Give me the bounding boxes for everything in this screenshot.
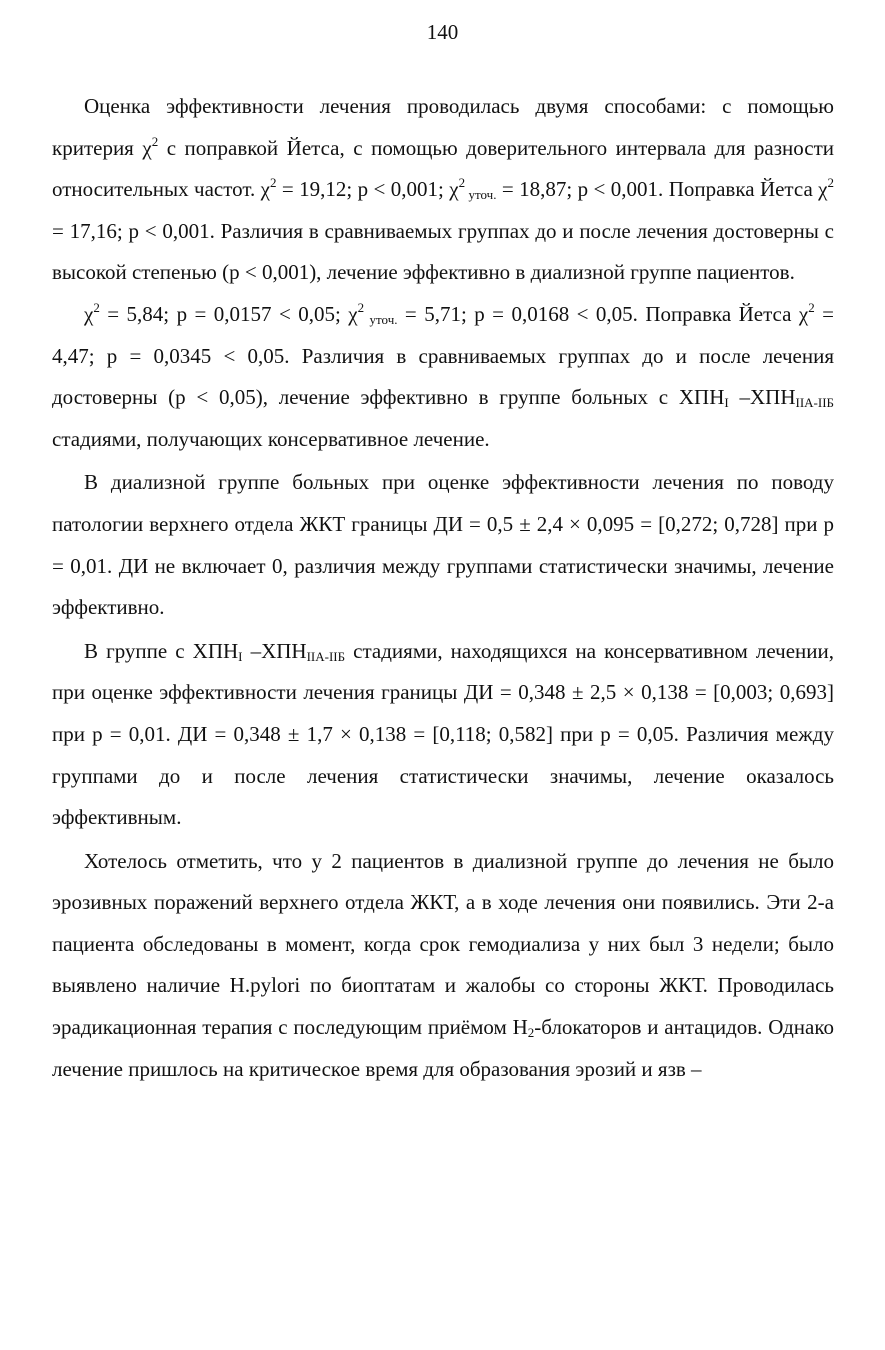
text: стадиями, получающих консервативное лечение. — [52, 426, 490, 451]
subscript: I — [238, 648, 243, 664]
chi-symbol: χ — [798, 301, 809, 326]
subscript: IIА-IIБ — [795, 395, 835, 411]
superscript: 2 — [458, 175, 466, 191]
text: стадиями, находящихся на консервативном лечении, при оценке эффективности лечения границы ДИ = 0,348 ± 2,5 × 0,138 = [0,003; 0,693] при p = 0,01. ДИ = 0,348 ± 1,7 × 0,138 = [0,118; 0,582] при p = 0,05. Различия между группами до и после лечения статистически значимы, лечение оказалось эффективным. — [52, 638, 834, 830]
text: –ХПН — [728, 385, 796, 410]
page-number: 140 — [426, 20, 459, 44]
paragraph-conservative-chi — [52, 294, 834, 460]
text: = 5,71; p = 0,0168 < 0,05. Поправка Йетса — [397, 301, 799, 326]
paragraph-treatment-evaluation — [52, 86, 834, 294]
subscript: I — [724, 395, 729, 411]
text: Хотелось отметить, что у 2 пациентов в диализной группе до лечения не было эрозивных поражений верхнего отдела ЖКТ, а в ходе лечения они появились. Эти 2-а пациента обследованы в момент, когда срок гемодиализа у них был 3 недели; было выявлено наличие H.pylori по биоптатам и жалобы со стороны ЖКТ. Проводилась эрадикационная терапия с последующим приёмом H — [52, 848, 834, 1040]
text: –ХПН — [242, 638, 307, 663]
superscript: 2 — [357, 299, 365, 315]
superscript: 2 — [93, 299, 100, 315]
page-body — [52, 86, 834, 1090]
subscript: 2 — [527, 1025, 535, 1041]
text: с поправкой Йетса, с помощью доверительного интервала для разности относительных частот. — [52, 135, 834, 202]
chi-symbol: χ — [84, 301, 94, 326]
text: В группе с ХПН — [84, 638, 239, 663]
text: = 17,16; p < 0,001. Различия в сравниваемых группах до и после лечения достоверны с высокой степенью (p < 0,001), лечение эффективно в диализной группе пациентов. — [52, 218, 834, 285]
chi-symbol: χ — [142, 135, 152, 160]
subscript: уточ. — [465, 187, 497, 203]
subscript: IIА-IIБ — [306, 648, 346, 664]
superscript: 2 — [269, 175, 277, 191]
superscript: 2 — [827, 175, 834, 191]
paragraph-erosive-lesions — [52, 841, 834, 1091]
chi-symbol: χ — [449, 177, 459, 202]
superscript: 2 — [808, 299, 815, 315]
paragraph-conservative-ci — [52, 631, 834, 839]
text: Оценка эффективности лечения проводилась двумя способами: с помощью критерия — [52, 94, 834, 160]
text: -блокаторов и антацидов. Однако лечение пришлось на критическое время для образования эрозий и язв – — [52, 1015, 834, 1081]
text: = 19,12; p < 0,001; — [276, 177, 450, 202]
subscript: уточ. — [364, 311, 398, 327]
chi-symbol: χ — [260, 177, 270, 202]
text: = 4,47; p = 0,0345 < 0,05. Различия в сравниваемых группах до и после лечения достоверны (p < 0,05), лечение эффективно в группе больных с ХПН — [52, 301, 834, 410]
text: = 5,84; p = 0,0157 < 0,05; — [99, 301, 349, 326]
text: = 18,87; p < 0,001. Поправка Йетса — [496, 177, 819, 202]
superscript: 2 — [151, 133, 159, 149]
chi-symbol: χ — [818, 177, 828, 202]
paragraph-dialysis-ci: В диализной группе больных при оценке эффективности лечения по поводу патологии верхнего отдела ЖКТ границы ДИ = 0,5 ± 2,4 × 0,095 = [0,272; 0,728] при p = 0,01. ДИ не включает 0, различия между группами статистически значимы, лечение эффективно. — [52, 470, 834, 620]
chi-symbol: χ — [348, 301, 358, 326]
